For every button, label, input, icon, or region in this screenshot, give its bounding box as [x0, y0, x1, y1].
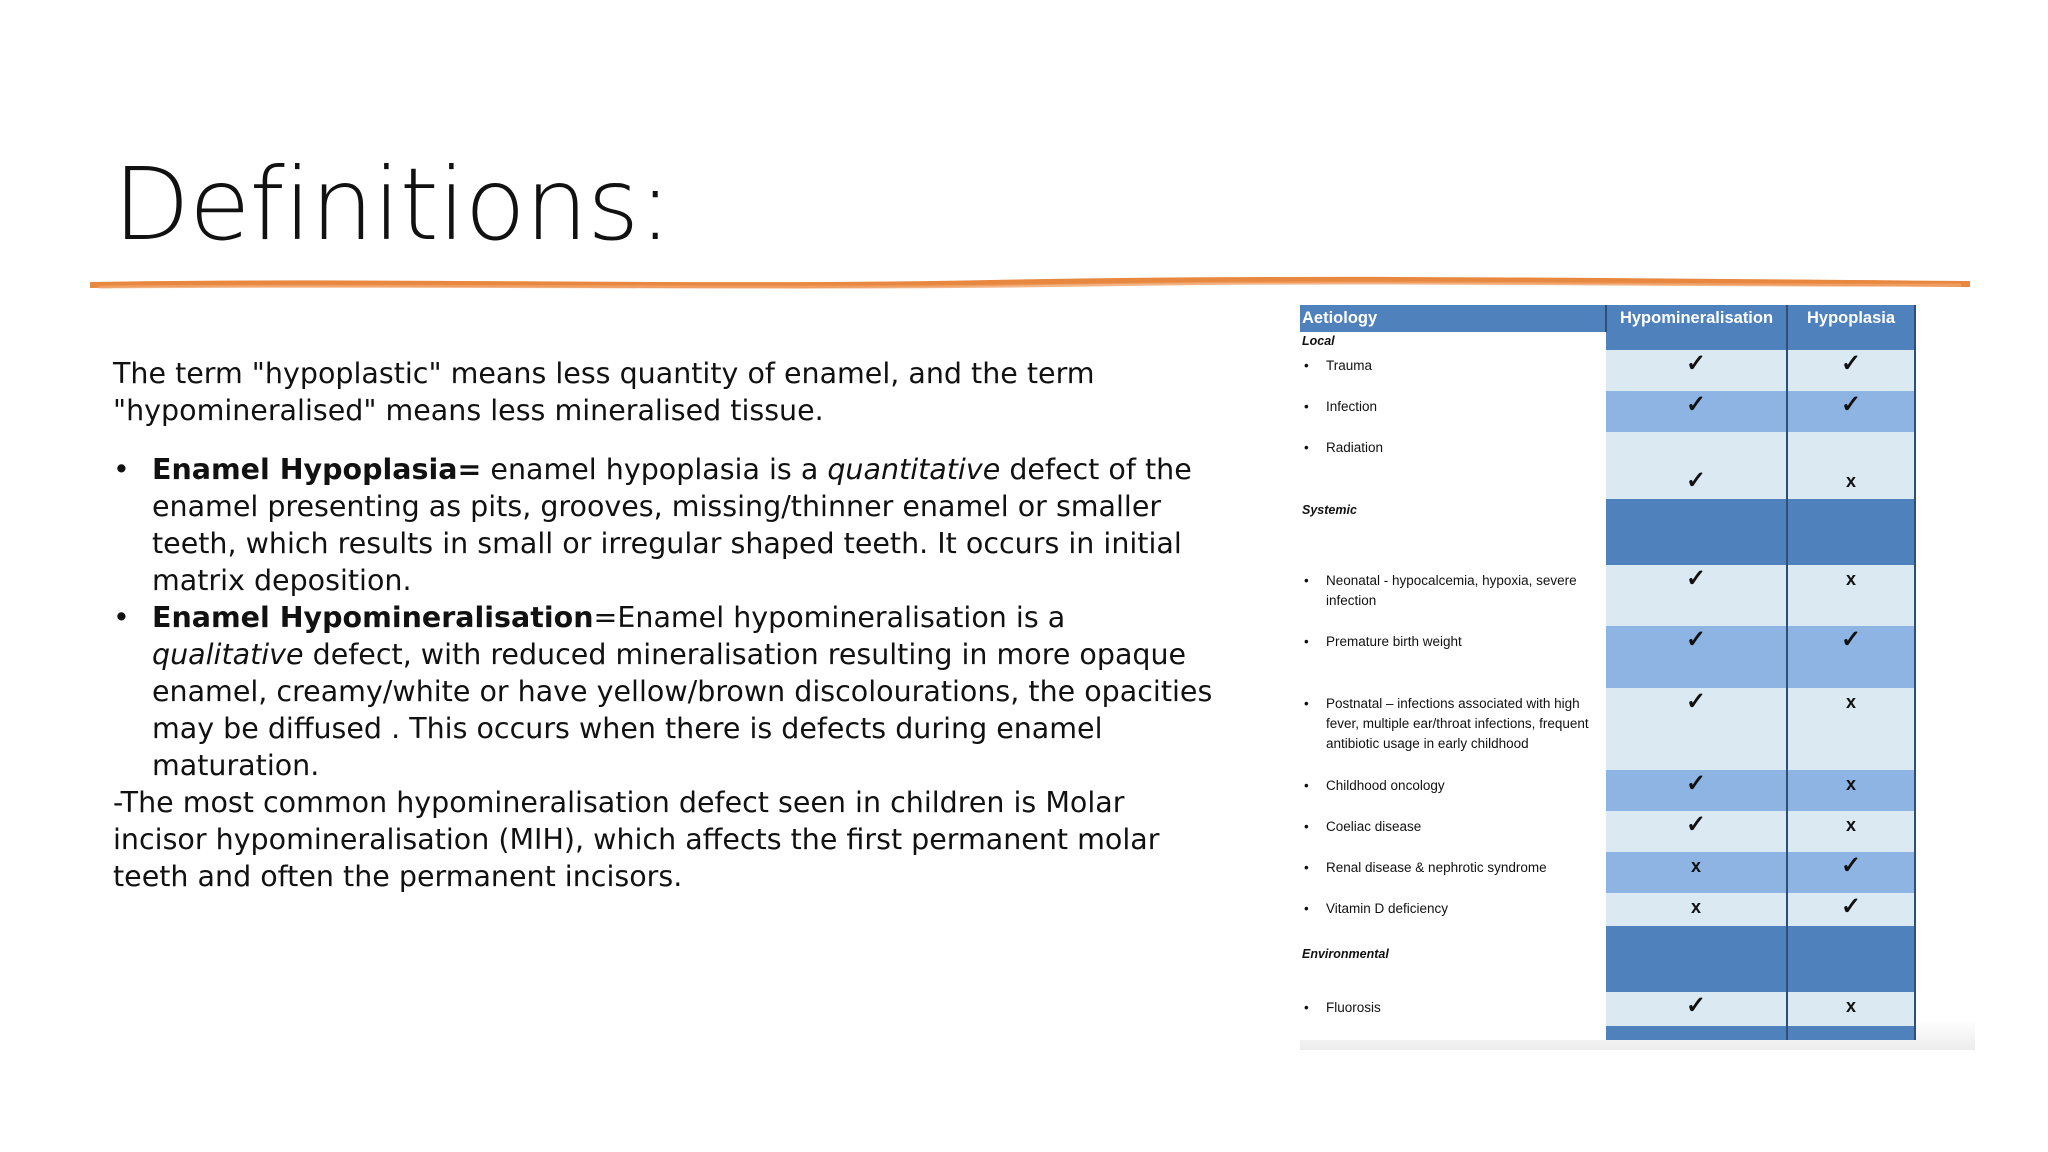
- table-row: [1300, 350, 1915, 391]
- cell-hypoplasia: ✓: [1787, 350, 1915, 391]
- aetiology-table: [1300, 305, 1916, 1040]
- cell-hypomineralisation: ✓: [1606, 391, 1787, 432]
- term-enamel-hypomineralisation: Enamel Hypomineralisation: [152, 601, 594, 634]
- table-row: [1300, 688, 1915, 770]
- row-label: • Childhood oncology: [1302, 776, 1604, 796]
- row-label: • Premature birth weight: [1302, 632, 1604, 652]
- table-row: [1300, 893, 1915, 926]
- slide-title: Definitions:: [113, 146, 672, 263]
- row-label: • Neonatal - hypocalcemia, hypoxia, severe infection: [1302, 571, 1604, 611]
- row-label: • Coeliac disease: [1302, 817, 1604, 837]
- header-hypomineralisation: Hypomineralisation: [1606, 305, 1787, 332]
- definitions-body: [113, 355, 1223, 895]
- cell-hypomineralisation: x: [1606, 852, 1787, 893]
- header-aetiology: Aetiology: [1300, 305, 1606, 332]
- cell-hypomineralisation: ✓: [1606, 811, 1787, 852]
- cell-hypoplasia: ✓: [1787, 391, 1915, 432]
- term-qualitative: qualitative: [152, 638, 304, 671]
- section-label-local: Local: [1302, 334, 1335, 348]
- cell-hypomineralisation: ✓: [1606, 350, 1787, 391]
- bullet-marker: •: [113, 453, 130, 486]
- bullet-marker: •: [113, 601, 130, 634]
- definition-hypomin-post: defect, with reduced mineralisation resulting in more opaque enamel, creamy/white or have yellow/brown discolourations, the opacities may be diffused . This occurs when there is defects during enamel maturation.: [152, 638, 1213, 782]
- term-enamel-hypoplasia: Enamel Hypoplasia=: [152, 453, 482, 486]
- cell-hypoplasia: x: [1787, 811, 1915, 852]
- row-label: • Renal disease & nephrotic syndrome: [1302, 858, 1604, 878]
- cell-hypomineralisation: x: [1606, 893, 1787, 926]
- row-label: • Fluorosis: [1302, 998, 1604, 1018]
- table-row: [1300, 565, 1915, 626]
- table-row: [1300, 391, 1915, 432]
- table-row: [1300, 770, 1915, 811]
- cell-hypomineralisation: ✓: [1606, 432, 1787, 499]
- cell-hypoplasia: x: [1787, 770, 1915, 811]
- section-fill: [1787, 1026, 1915, 1040]
- cell-hypomineralisation: ✓: [1606, 688, 1787, 770]
- mih-paragraph: -The most common hypomineralisation defect seen in children is Molar incisor hypomineralisation (MIH), which affects the first permanent molar teeth and often the permanent incisors.: [113, 786, 1160, 893]
- table-row: [1300, 992, 1915, 1026]
- cell-hypoplasia: x: [1787, 688, 1915, 770]
- section-fill: [1606, 499, 1787, 565]
- cell-hypoplasia: ✓: [1787, 852, 1915, 893]
- section-fill: [1606, 926, 1787, 992]
- section-label-environmental: Environmental: [1302, 947, 1389, 961]
- cell-hypoplasia: ✓: [1787, 626, 1915, 688]
- definition-hypoplasia-pre: enamel hypoplasia is a: [481, 453, 828, 486]
- aetiology-table-image: [1300, 290, 1975, 1050]
- section-label-systemic: Systemic: [1302, 503, 1357, 517]
- definition-hypoplasia-post: defect of the enamel presenting as pits, grooves, missing/thinner enamel or smaller teeth, which results in small or irregular shaped teeth. It occurs in initial matrix deposition.: [152, 453, 1192, 597]
- cell-hypomineralisation: ✓: [1606, 565, 1787, 626]
- cell-hypoplasia: ✓: [1787, 893, 1915, 926]
- header-hypoplasia: Hypoplasia: [1787, 305, 1915, 332]
- table-footer-band: [1300, 1026, 1915, 1040]
- row-label: • Trauma: [1302, 356, 1604, 376]
- cell-hypomineralisation: ✓: [1606, 626, 1787, 688]
- cell-hypoplasia: x: [1787, 565, 1915, 626]
- section-fill: [1787, 332, 1915, 350]
- cell-hypomineralisation: ✓: [1606, 992, 1787, 1026]
- section-row-local: [1300, 332, 1915, 350]
- section-fill: [1787, 499, 1915, 565]
- table-row: [1300, 852, 1915, 893]
- table-row: [1300, 432, 1915, 499]
- cell-hypomineralisation: ✓: [1606, 770, 1787, 811]
- row-label: • Vitamin D deficiency: [1302, 899, 1604, 919]
- section-row-systemic: [1300, 499, 1915, 565]
- section-fill: [1787, 926, 1915, 992]
- row-label: • Radiation: [1302, 438, 1604, 458]
- table-header-row: [1300, 305, 1915, 332]
- definition-hypomin-pre: =Enamel hypomineralisation is a: [593, 601, 1066, 634]
- cell-hypoplasia: x: [1787, 992, 1915, 1026]
- table-row: [1300, 626, 1915, 688]
- row-label: • Infection: [1302, 397, 1604, 417]
- row-label: • Postnatal – infections associated with high fever, multiple ear/throat infections, frequent antibiotic usage in early childhood: [1302, 694, 1604, 754]
- table-row: [1300, 811, 1915, 852]
- cell-hypoplasia: x: [1787, 432, 1915, 499]
- bullet-enamel-hypoplasia: [113, 451, 1223, 599]
- section-row-environmental: [1300, 926, 1915, 992]
- intro-paragraph: The term "hypoplastic" means less quantity of enamel, and the term "hypomineralised" means less mineralised tissue.: [113, 357, 1095, 427]
- section-fill: [1606, 332, 1787, 350]
- term-quantitative: quantitative: [827, 453, 1001, 486]
- section-fill: [1606, 1026, 1787, 1040]
- bullet-enamel-hypomineralisation: [113, 599, 1223, 784]
